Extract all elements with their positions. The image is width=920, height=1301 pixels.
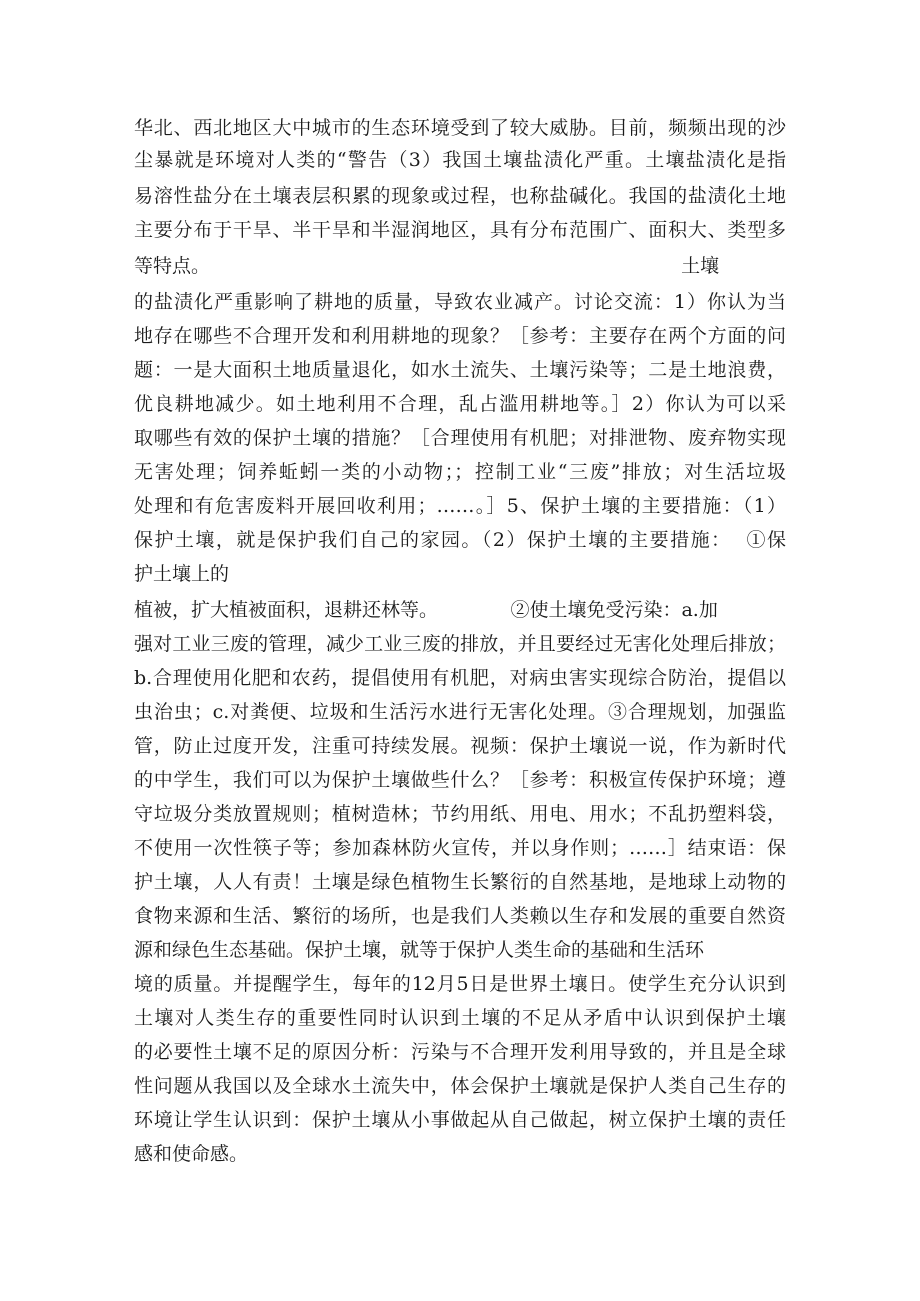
text-line: 管，防止过度开发，注重可持续发展。视频：保护土壤说一说，作为新时代	[134, 735, 786, 757]
text-line: 强对工业三废的管理，减少工业三废的排放，并且要经过无害化处理后排放；	[134, 633, 786, 655]
text-line: 优良耕地减少。如土地利用不合理，乱占滥用耕地等。］2）你认为可以采	[134, 393, 786, 415]
text-line: 护土壤，人人有责！土壤是绿色植物生长繁衍的自然基地，是地球上动物的	[134, 871, 786, 893]
text-line: 无害处理；饲养蚯蚓一类的小动物；；控制工业“三废”排放；对生活垃圾	[134, 461, 786, 483]
text-line: 植被，扩大植被面积，退耕还林等。 ②使土壤免受污染：a.加	[134, 599, 718, 621]
text-line: 华北、西北地区大中城市的生态环境受到了较大威胁。目前，频频出现的沙	[134, 117, 786, 139]
text-line: 主要分布于干旱、半干旱和半湿润地区，具有分布范围广、面积大、类型多	[134, 219, 786, 241]
text-line: 取哪些有效的保护土壤的措施？［合理使用有机肥；对排泄物、废弃物实现	[134, 427, 786, 449]
text-line: 性问题从我国以及全球水土流失中，体会保护土壤就是保护人类自己生存的	[134, 1075, 786, 1097]
text-line: 虫治虫；c.对粪便、垃圾和生活污水进行无害化处理。③合理规划，加强监	[134, 701, 786, 723]
text-line: 食物来源和生活、繁衍的场所，也是我们人类赖以生存和发展的重要自然资	[134, 905, 786, 927]
text-line: 等特点。 土壤	[134, 255, 720, 277]
text-line: 的中学生，我们可以为保护土壤做些什么？［参考：积极宣传保护环境；遵	[134, 769, 786, 791]
text-line: 题：一是大面积土地质量退化，如水土流失、土壤污染等；二是土地浪费，	[134, 359, 786, 381]
text-line: 土壤对人类生存的重要性同时认识到土壤的不足从矛盾中认识到保护土壤	[134, 1007, 786, 1029]
text-line: 守垃圾分类放置规则；植树造林；节约用纸、用电、用水；不乱扔塑料袋，	[134, 803, 786, 825]
text-line: 环境让学生认识到：保护土壤从小事做起从自己做起，树立保护土壤的责任	[134, 1109, 786, 1131]
text-line: 源和绿色生态基础。保护土壤，就等于保护人类生命的基础和生活环	[134, 939, 705, 961]
text-line: b.合理使用化肥和农药，提倡使用有机肥，对病虫害实现综合防治，提倡以	[134, 667, 786, 689]
text-line: 保护土壤，就是保护我们自己的家园。（2）保护土壤的主要措施： ①保	[134, 529, 786, 551]
text-line: 易溶性盐分在土壤表层积累的现象或过程，也称盐碱化。我国的盐渍化土地	[134, 185, 786, 207]
text-line: 境的质量。并提醒学生，每年的12月5日是世界土壤日。使学生充分认识到	[134, 973, 786, 995]
text-line: 地存在哪些不合理开发和利用耕地的现象？［参考：主要存在两个方面的问	[134, 325, 786, 347]
text-line: 不使用一次性筷子等；参加森林防火宣传，并以身作则；……］结束语：保	[134, 837, 786, 859]
text-line: 处理和有危害废料开展回收利用；……。］5、保护土壤的主要措施：（1）	[134, 495, 786, 517]
text-line: 感和使命感。	[134, 1143, 249, 1165]
text-line: 护土壤上的	[134, 563, 230, 585]
text-line: 尘暴就是环境对人类的“警告（3）我国土壤盐渍化严重。土壤盐渍化是指	[134, 149, 786, 171]
text-line: 的盐渍化严重影响了耕地的质量，导致农业减产。讨论交流：1）你认为当	[134, 291, 786, 313]
text-line: 的必要性土壤不足的原因分析：污染与不合理开发利用导致的，并且是全球	[134, 1041, 786, 1063]
